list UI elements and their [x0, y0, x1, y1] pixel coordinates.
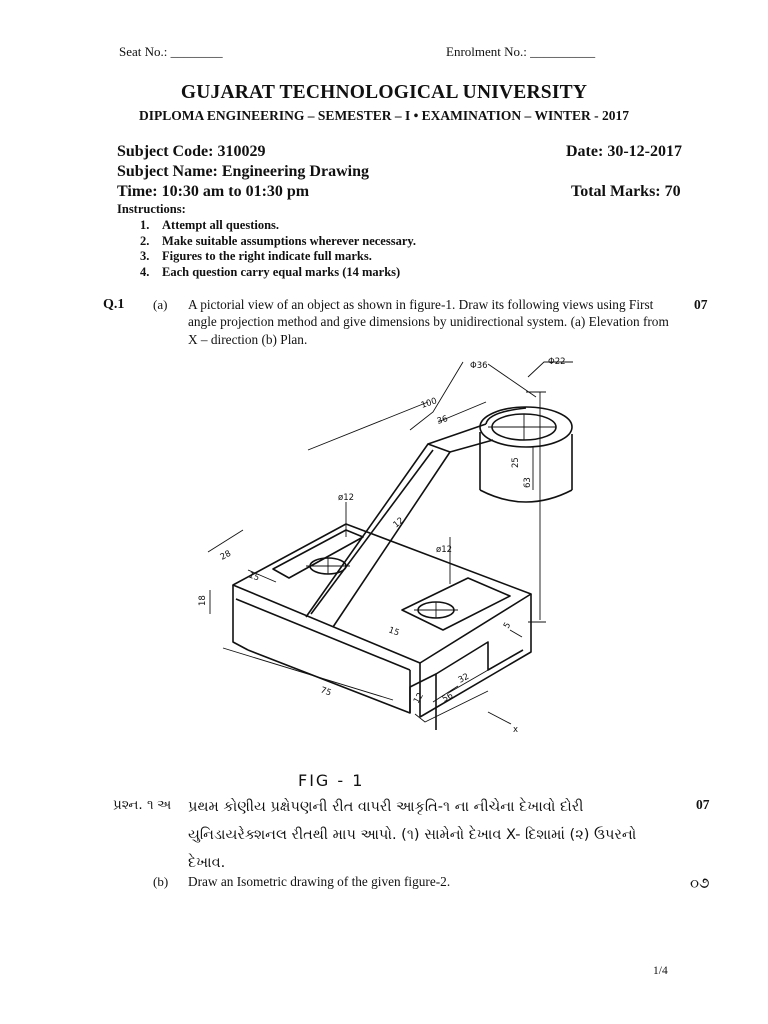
- dimension-label: 63: [523, 477, 533, 488]
- question-number: Q.1: [103, 297, 125, 312]
- dimension-label: 25: [511, 457, 521, 468]
- dimension-label: 36: [435, 413, 450, 427]
- direction-x-label: x: [513, 725, 519, 735]
- dimension-label: 15: [246, 570, 261, 584]
- page-number: 1/4: [653, 965, 668, 977]
- exam-date: Date: 30-12-2017: [566, 143, 682, 160]
- dimension-label: ø12: [338, 493, 355, 503]
- enrolment-number: Enrolment No.: __________: [446, 44, 596, 59]
- marks-a: 07: [694, 297, 708, 312]
- dimension-label: 5: [501, 620, 514, 631]
- dimension-label: 15: [386, 625, 401, 639]
- exam-line: DIPLOMA ENGINEERING – SEMESTER – I • EXAMINATION – WINTER - 2017: [139, 108, 629, 123]
- gujarati-marks: 07: [696, 797, 710, 812]
- instruction-item: 4. Each question carry equal marks (14 marks): [140, 264, 401, 279]
- figure-1-drawing: [188, 352, 566, 792]
- instruction-item: 3. Figures to the right indicate full marks.: [140, 249, 372, 264]
- instructions-heading: Instructions:: [117, 202, 186, 216]
- dimension-label: 32: [456, 671, 471, 686]
- subject-name: Subject Name: Engineering Drawing: [117, 163, 369, 180]
- gujarati-subquestion-label: અ: [157, 797, 172, 813]
- gujarati-question-number: પ્રશ્ન. ૧: [113, 797, 154, 813]
- subject-code: Subject Code: 310029: [117, 143, 266, 160]
- dimension-label: 18: [198, 595, 208, 606]
- subquestion-label-a: (a): [153, 297, 168, 312]
- dimension-label: ø12: [436, 545, 453, 555]
- exam-time: Time: 10:30 am to 01:30 pm: [117, 183, 310, 200]
- dimension-label: 75: [318, 685, 333, 699]
- question-text-b: Draw an Isometric drawing of the given figure-2.: [188, 874, 451, 889]
- university-title: GUJARAT TECHNOLOGICAL UNIVERSITY: [180, 82, 588, 103]
- gujarati-question-text: પ્રથમ કોણીય પ્રક્ષેપણની રીત વાપરી આકૃતિ-૧ ના નીચેના દેખાવો દોરી યુનિડાયરેક્શનલ રીતથી માપ આપો. (૧) સામેનો દેખાવ X- દિશામાં (૨) ઉપરનો દેખાવ.: [188, 799, 637, 871]
- dimension-label: Φ36: [470, 361, 488, 371]
- dimension-label: Φ22: [548, 357, 566, 367]
- dimension-label: 28: [218, 548, 233, 563]
- dimension-label: 100: [419, 396, 439, 411]
- dimension-label: 12: [391, 515, 407, 531]
- question-text-a: A pictorial view of an object as shown in figure-1. Draw its following views using First angle projection method and give dimensions by unidirectional system. (a) Elevation from X – direction (b) Plan.: [188, 297, 669, 347]
- subquestion-label-b: (b): [153, 874, 169, 889]
- instruction-item: 2. Make suitable assumptions wherever necessary.: [140, 233, 417, 248]
- instruction-item: 1. Attempt all questions.: [140, 218, 280, 232]
- dimension-label: 56: [440, 690, 455, 705]
- dimension-label: 12: [411, 691, 427, 706]
- instructions-list: [140, 218, 416, 280]
- total-marks: Total Marks: 70: [571, 183, 681, 200]
- figure-caption: FIG - 1: [298, 771, 365, 790]
- seat-number: Seat No.: ________: [119, 44, 223, 59]
- marks-b: ૦૭: [690, 874, 710, 892]
